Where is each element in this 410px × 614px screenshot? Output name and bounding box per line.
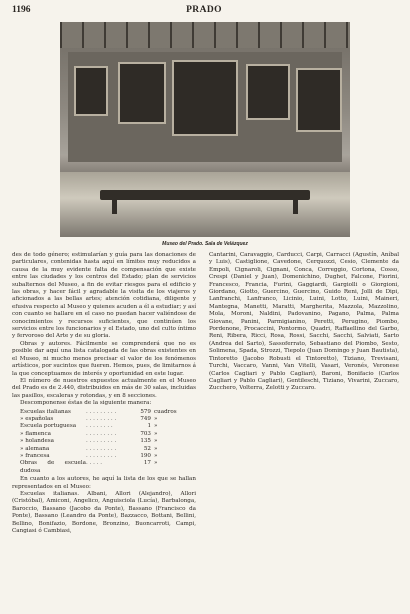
- page-header: [12, 5, 396, 17]
- table-row: [20, 423, 188, 430]
- dot-leader: . . . . . . . . .: [86, 445, 117, 452]
- count-unit: cuadros: [154, 408, 177, 415]
- school-name: » españolas: [20, 415, 54, 422]
- dot-leader: . . . . . . . . .: [86, 438, 117, 445]
- paragraph: Cantarini, Caravaggio, Carducci, Carpi, Carracci (Agustín, Aníbal y Luis), Castiglione, Cavedone, Cerquozzi, Cesio, Clemente da Empoli, Cignaroli, Cignani, Conca, Correggio, Cortona, Cosso, Crespi (Daniel y Juan), Domenichino, Dughet, Falcone, Fiorini, Francesco, Francia, Furini, Gaggiardi, Gargiolli o Giorgioni, Giordano, Giotto, Guercino, Guercino, Guido Reni, Jolli de Dipi, Lanfranchi, Lanfranco, Licinio, Luini, Lotto, Luini, Maineri, Mantegna, Manetti, Maratti, Margherita, Mazzola, Mazzolino, Mola, Moroni, Naldini, Padovanino, Pagano, Palma, Palma Giovane, Panini, Parmigianino, Peretti, Perugino, Piombo, Pordenone, Procaccini, Pontormo, Quadri, Raffaellino del Garbo, Reni, Ribera, Ricci, Rosa, Rossi, Sacchi, Sacchi, Salviati, Sarto (Andrea del Sarto), Sassoferrato, Sebastiano del Piombo, Sesto, Solimena, Spada, Strozzi, Tiepolo (Juan Domingo y Juan Bautista), Tintoretto (Jacobo Robusti el Tintoretto), Tiziano, Trevisani, Turchi, Vaccaro, Vanni, Van Vitelli, Vasari, Veronés, Veronese (Carlos Cagliari y Pablo Cagliari), Baroni, Bonifacio (Carlos Cagliari y Pablo Cagliari), Gentileschi, Tiziano, Vivarini, Zuccaro, Zucchero, Volterra, Zelotti y Zuccaro.: [209, 252, 399, 392]
- school-name: Obras de escuela dudosa: [20, 460, 86, 474]
- school-name: Escuela portuguesa: [20, 423, 77, 430]
- painting-count: 1: [147, 423, 151, 430]
- photo-bench-leg: [293, 200, 298, 214]
- table-row: [20, 460, 188, 475]
- photo-ceiling: [60, 22, 350, 48]
- dot-leader: . . . . . . . . .: [86, 430, 117, 437]
- count-unit: »: [154, 430, 158, 437]
- school-name: Escuelas italianas: [20, 408, 71, 415]
- paragraph: El número de nuestros expuestos actualmente en el Museo del Prado es de 2.440, distribuidos en más de 30 salas, incluidas las pasillos, escaleras y rotondas, y en 8 secciones.: [12, 377, 196, 399]
- school-name: » holandesa: [20, 438, 54, 445]
- table-row: [20, 431, 188, 438]
- dot-leader: . . . . . . . .: [86, 423, 113, 430]
- count-unit: »: [154, 460, 158, 467]
- school-name: » alemana: [20, 445, 50, 452]
- museum-photo: [60, 22, 350, 237]
- page-number: 1196: [12, 5, 31, 15]
- photo-bench: [100, 190, 310, 200]
- table-row: [20, 438, 188, 445]
- photo-painting: [246, 64, 290, 120]
- count-unit: »: [154, 452, 158, 459]
- page-title: PRADO: [186, 5, 222, 15]
- photo-caption: Museo del Prado. Sala de Velázquez: [162, 241, 248, 247]
- photo-painting: [172, 60, 238, 136]
- photo-painting: [118, 62, 166, 124]
- photo-painting: [296, 68, 342, 132]
- table-row: [20, 446, 188, 453]
- table-row: [20, 416, 188, 423]
- paragraph: Escuelas italianas. Albani, Allori (Alejandro), Allori (Cristóbal), Amiconi, Angelico, Anguisciola (Lucía), Barbalonga, Baroccio, Bassano (Jacobo da Ponte), Bassano (Francisco da Ponte), Bassano (Leandro da Ponte), Bazzacco, Bottani, Bellini, Bellino, Bonifazio, Bordone, Bronzino, Buoncarroti, Campi, Cangiasi ó Cambiasi,: [12, 491, 196, 535]
- painting-count: 190: [140, 452, 151, 459]
- paragraph: Descomponense éstas de la siguiente manera:: [20, 400, 152, 407]
- painting-count: 579: [140, 408, 151, 415]
- photo-bench-leg: [112, 200, 117, 214]
- school-name: » flamenca: [20, 430, 51, 437]
- painting-count: 135: [140, 438, 151, 445]
- painting-count: 703: [140, 430, 151, 437]
- photo-floor: [60, 172, 350, 237]
- painting-count: 17: [143, 460, 151, 467]
- left-column: [12, 252, 196, 535]
- photo-painting: [74, 66, 108, 116]
- dot-leader: . . . . . . . . .: [86, 408, 117, 415]
- school-name: » francesa: [20, 452, 50, 459]
- right-column: [209, 252, 399, 393]
- table-row: [20, 453, 188, 460]
- count-unit: »: [154, 423, 158, 430]
- table-row: [20, 409, 188, 416]
- paragraph: Obras y autores. Fácilmente se comprenderá que no es posible dar aquí una lista catalogada de las obras existentes en el Museo, ni mucho menos precisar el valor de los fenómenos artísticos, por sucintos que fueren. Hemos, pues, de limitarnos á la que conceptuamos de interés y oportunidad en este lugar.: [12, 340, 196, 377]
- schools-table: [20, 409, 188, 476]
- paragraph: En cuanto a los autores, he aquí la lista de los que se hallan representados en el Museo:: [12, 476, 196, 490]
- dot-leader: . . . . . . . . .: [86, 415, 117, 422]
- count-unit: »: [154, 438, 158, 445]
- painting-count: 749: [140, 415, 151, 422]
- count-unit: »: [154, 415, 158, 422]
- dot-leader: . . . . . . . . .: [86, 452, 117, 459]
- count-unit: »: [154, 445, 158, 452]
- painting-count: 52: [143, 445, 151, 452]
- paragraph: des de todo género; estimularían y guía para las donaciones de particulares, contenidas hasta aquí en límites muy reducidos a causa de la muy evidente falta de compensación que existe entre las ciudades y los centros del Estado; plan de servicios subalternos del Museo, a fin de evitar riesgos para el edificio y las obras, y hacer fácil y agradable la visita de los viajeros y aficionados a las bellas artes; atención cotidiana, diligente y efusiva respecto al Museo y quienes acuden a él a estudiar; y así con cuanto se hallare en el caso no puedan hacer valiéndose de conocimientos y recursos suficientes, que continúen los servicios entre los funcionarios y el Estado, uno del culto íntimo y fervoroso del Arte y de su gloria.: [12, 252, 196, 340]
- dot-leader: . . . . .: [86, 460, 103, 467]
